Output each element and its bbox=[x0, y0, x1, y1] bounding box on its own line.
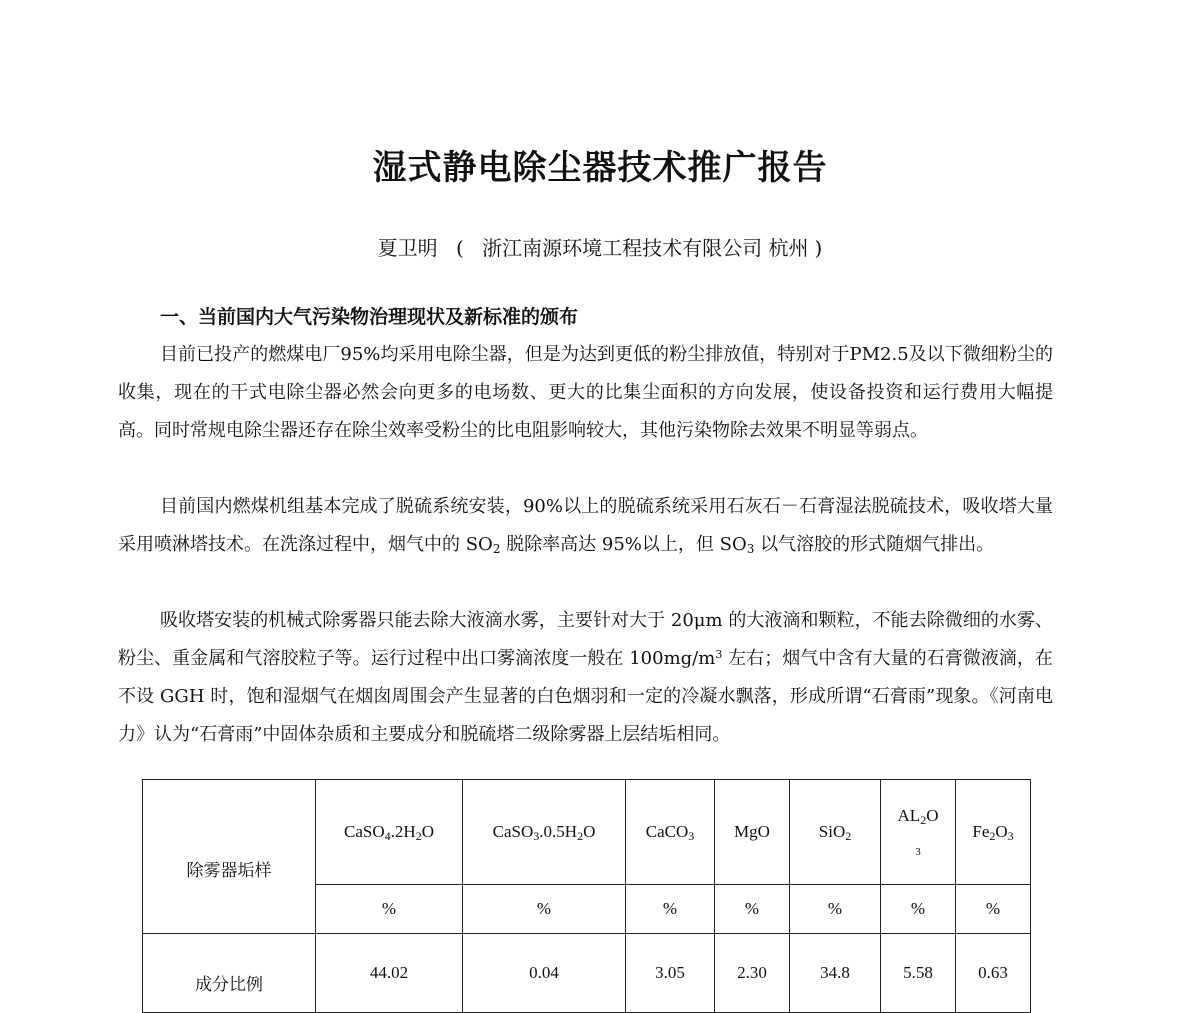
value-cell: 2.30 bbox=[715, 934, 790, 1013]
paragraph-3-text-a: 吸收塔安装的机械式除雾器只能去除大液滴水雾，主要针对大于 20μm 的大液滴和颗粒，不能去除微细的水雾、粉尘、重金属和气溶胶粒子等。运行过程中出口雾滴浓度一般在 100mg/m bbox=[118, 610, 1053, 669]
paren-close: ) bbox=[814, 236, 823, 260]
table-value-row bbox=[143, 934, 1031, 1013]
unit-cell: % bbox=[956, 885, 1031, 934]
author-name: 夏卫明 bbox=[377, 236, 438, 260]
paragraph-2-text-a: 目前国内燃煤机组基本完成了脱硫系统安装，90%以上的脱硫系统采用石灰石－石膏湿法脱硫技术，吸收塔大量采用喷淋塔技术。在洗涤过程中，烟气中的 SO bbox=[118, 496, 1053, 555]
row-label-cell: 成分比例 bbox=[143, 934, 316, 1013]
value-cell: 3.05 bbox=[626, 934, 715, 1013]
column-header: CaCO$_3$ bbox=[626, 780, 715, 885]
paragraph-3 bbox=[118, 602, 1053, 754]
author-affiliation: 浙江南源环境工程技术有限公司 杭州 bbox=[482, 236, 809, 260]
subscript: 3 bbox=[746, 542, 755, 556]
section-heading: 一、当前国内大气污染物治理现状及新标准的颁布 bbox=[160, 306, 579, 328]
document-title: 湿式静电除尘器技术推广报告 bbox=[372, 148, 828, 188]
unit-cell: % bbox=[715, 885, 790, 934]
unit-cell: % bbox=[790, 885, 881, 934]
paren-open: ( bbox=[456, 236, 464, 260]
value-cell: 5.58 bbox=[881, 934, 956, 1013]
unit-cell: % bbox=[463, 885, 626, 934]
column-header: $AL_2O$ 3 bbox=[881, 780, 956, 885]
paragraph-2 bbox=[118, 488, 1053, 564]
column-header: SiO$_2$ bbox=[790, 780, 881, 885]
value-cell: 44.02 bbox=[316, 934, 463, 1013]
superscript: 3 bbox=[715, 648, 723, 661]
unit-cell: % bbox=[316, 885, 463, 934]
column-header: $CaSO_3.0.5H_2O$ bbox=[463, 780, 626, 885]
value-cell: 0.63 bbox=[956, 934, 1031, 1013]
paragraph-2-text-c: 以气溶胶的形式随烟气排出。 bbox=[754, 534, 995, 555]
subscript: 2 bbox=[492, 542, 501, 556]
author-line bbox=[0, 232, 1200, 261]
row-header-cell: 除雾器垢样 bbox=[143, 780, 316, 934]
unit-cell: % bbox=[881, 885, 956, 934]
paragraph-2-text-b: 脱除率高达 95%以上，但 SO bbox=[500, 534, 747, 555]
column-header: MgO bbox=[715, 780, 790, 885]
paragraph-1: 目前已投产的燃煤电厂95%均采用电除尘器，但是为达到更低的粉尘排放值，特别对于PM2.5及以下微细粉尘的收集，现在的干式电除尘器必然会向更多的电场数、更大的比集尘面积的方向发展，使设备投资和运行费用大幅提高。同时常规电除尘器还存在除尘效率受粉尘的比电阻影响较大，其他污染物除去效果不明显等弱点。 bbox=[118, 344, 1053, 441]
column-header: $Fe_2O_3$ bbox=[956, 780, 1031, 885]
value-cell: 34.8 bbox=[790, 934, 881, 1013]
table-header-row bbox=[143, 780, 1031, 885]
paragraph-3-text-b: 左右；烟气中含有大量的石膏微液滴，在不设 GGH 时，饱和湿烟气在烟囱周围会产生显著的白色烟羽和一定的冷凝水飘落，形成所谓“石膏雨”现象。《河南电力》认为“石膏雨”中固体杂质和主要成分和脱硫塔二级除雾器上层结垢相同。 bbox=[118, 648, 1053, 745]
value-cell: 0.04 bbox=[463, 934, 626, 1013]
column-header: $CaSO_4.2H_2O$ bbox=[316, 780, 463, 885]
composition-table bbox=[142, 779, 1031, 1013]
unit-cell: % bbox=[626, 885, 715, 934]
